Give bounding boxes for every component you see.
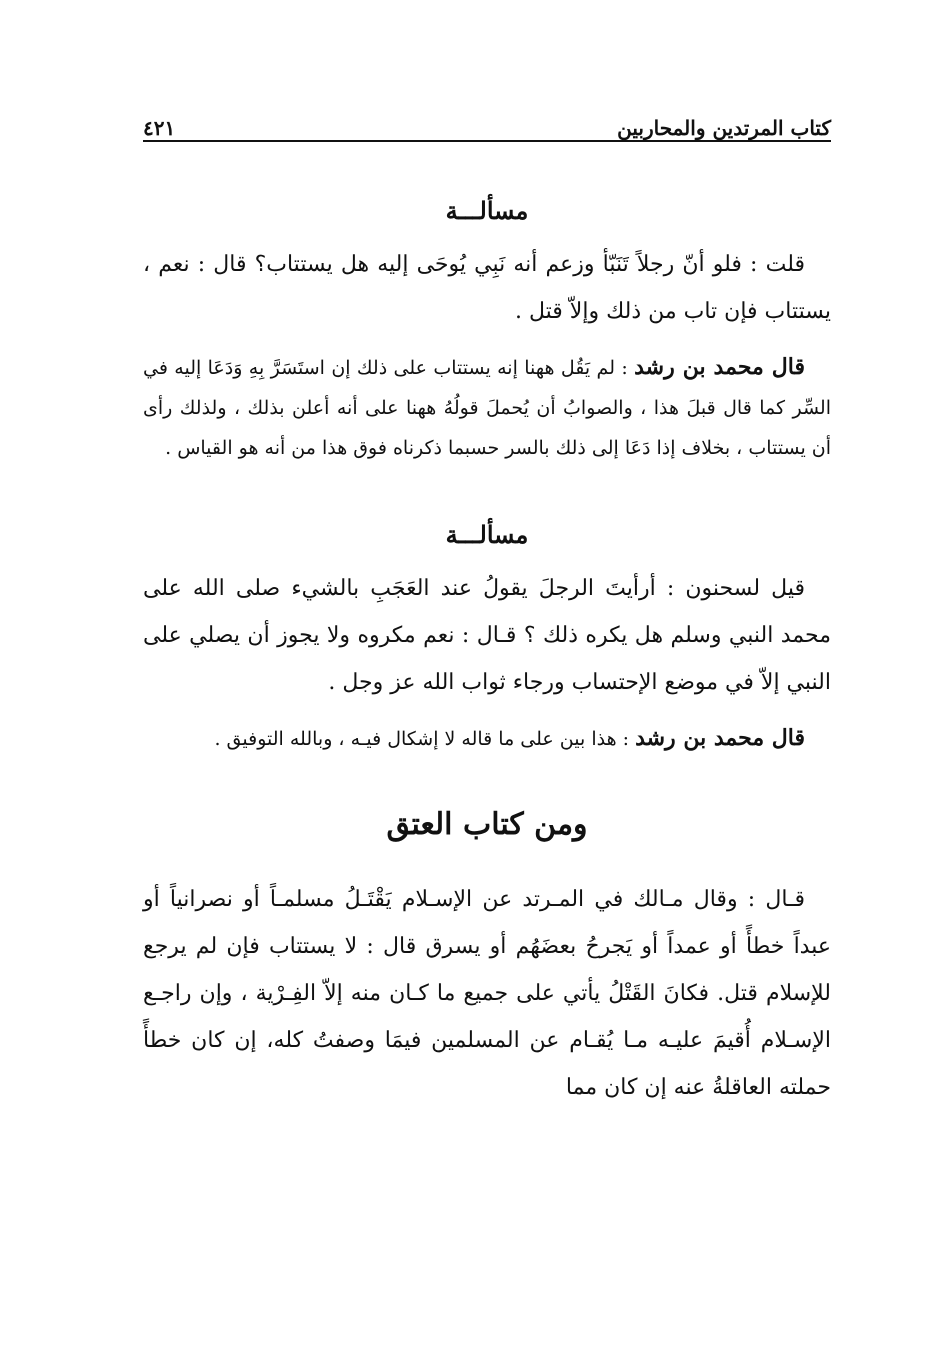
commentary-paragraph-1 — [143, 347, 831, 468]
question-paragraph-2 — [143, 565, 831, 706]
chapter-paragraph-1 — [143, 876, 831, 1111]
commentary-speaker-2: قال محمد بن رشد — [635, 725, 805, 751]
commentary-speaker-1: قال محمد بن رشد — [634, 354, 805, 380]
section-heading-2: مسألـــة — [445, 520, 529, 549]
section-heading-1: مسألـــة — [445, 196, 529, 225]
commentary-paragraph-2 — [143, 718, 831, 759]
page-number: ٤٢١ — [143, 116, 176, 140]
commentary-text-1: : لم يَقُل ههنا إنه يستتاب على ذلك إن استَسَرَّ بِهِ وَدَعَا إليه في السِّر كما قال قبلَ هذا ، والصوابُ أن يُحملَ قولُهُ ههنا على أنه أعلن بذلك ، ولذلك رأى أن يستتاب ، بخلاف إذا دَعَا إلى ذلك بالسر حسبما ذكرناه فوق هذا من أنه هو القياس . — [143, 357, 831, 459]
chapter-text-1: قـال : وقال مـالك في المـرتد عن الإسـلام يَقْتَـلُ مسلمـاً أو نصرانياً أو عبداً خطأً أو عمداً أو يَجرحُ بعضَهُم أو يسرق قال : لا يستتاب فإن لم يرجع للإسلام قتل. فكانَ القَتْلُ يأتي على جميع ما كـان منه إلاّ الفِـرْية ، وإن راجـع الإسـلام أُقيمَ عليـه مـا يُقـام عن المسلمين فيمَا وصفتُ كله، إن كان خطأً حملته العاقلةُ عنه إن كان مما — [143, 887, 832, 1100]
question-text-2: قيل لسحنون : أرأيتَ الرجلَ يقولُ عند العَجَبِ بالشيء صلى الله على محمد النبي وسلم هل يكره ذلك ؟ قـال : نعم مكروه ولا يجوز أن يصلي على النبي إلاّ في موضع الإحتساب ورجاء ثواب الله عز وجل . — [143, 576, 831, 695]
header-title: كتاب المرتدين والمحاربين — [617, 116, 831, 140]
document-page — [143, 98, 831, 1111]
question-text-1: قلت : فلو أنّ رجلاً تَنَبّأ وزعم أنه نَبِي يُوحَى إليه هل يستتاب؟ قال : نعم ، يستتاب فإن تاب من ذلك وإلاّ قتل . — [143, 252, 831, 324]
question-paragraph-1 — [143, 241, 831, 335]
chapter-heading: ومن كتاب العتق — [386, 807, 588, 842]
running-header — [143, 98, 831, 142]
commentary-text-2: : هذا بين على ما قاله لا إشكال فيـه ، وبالله التوفيق . — [214, 728, 636, 750]
